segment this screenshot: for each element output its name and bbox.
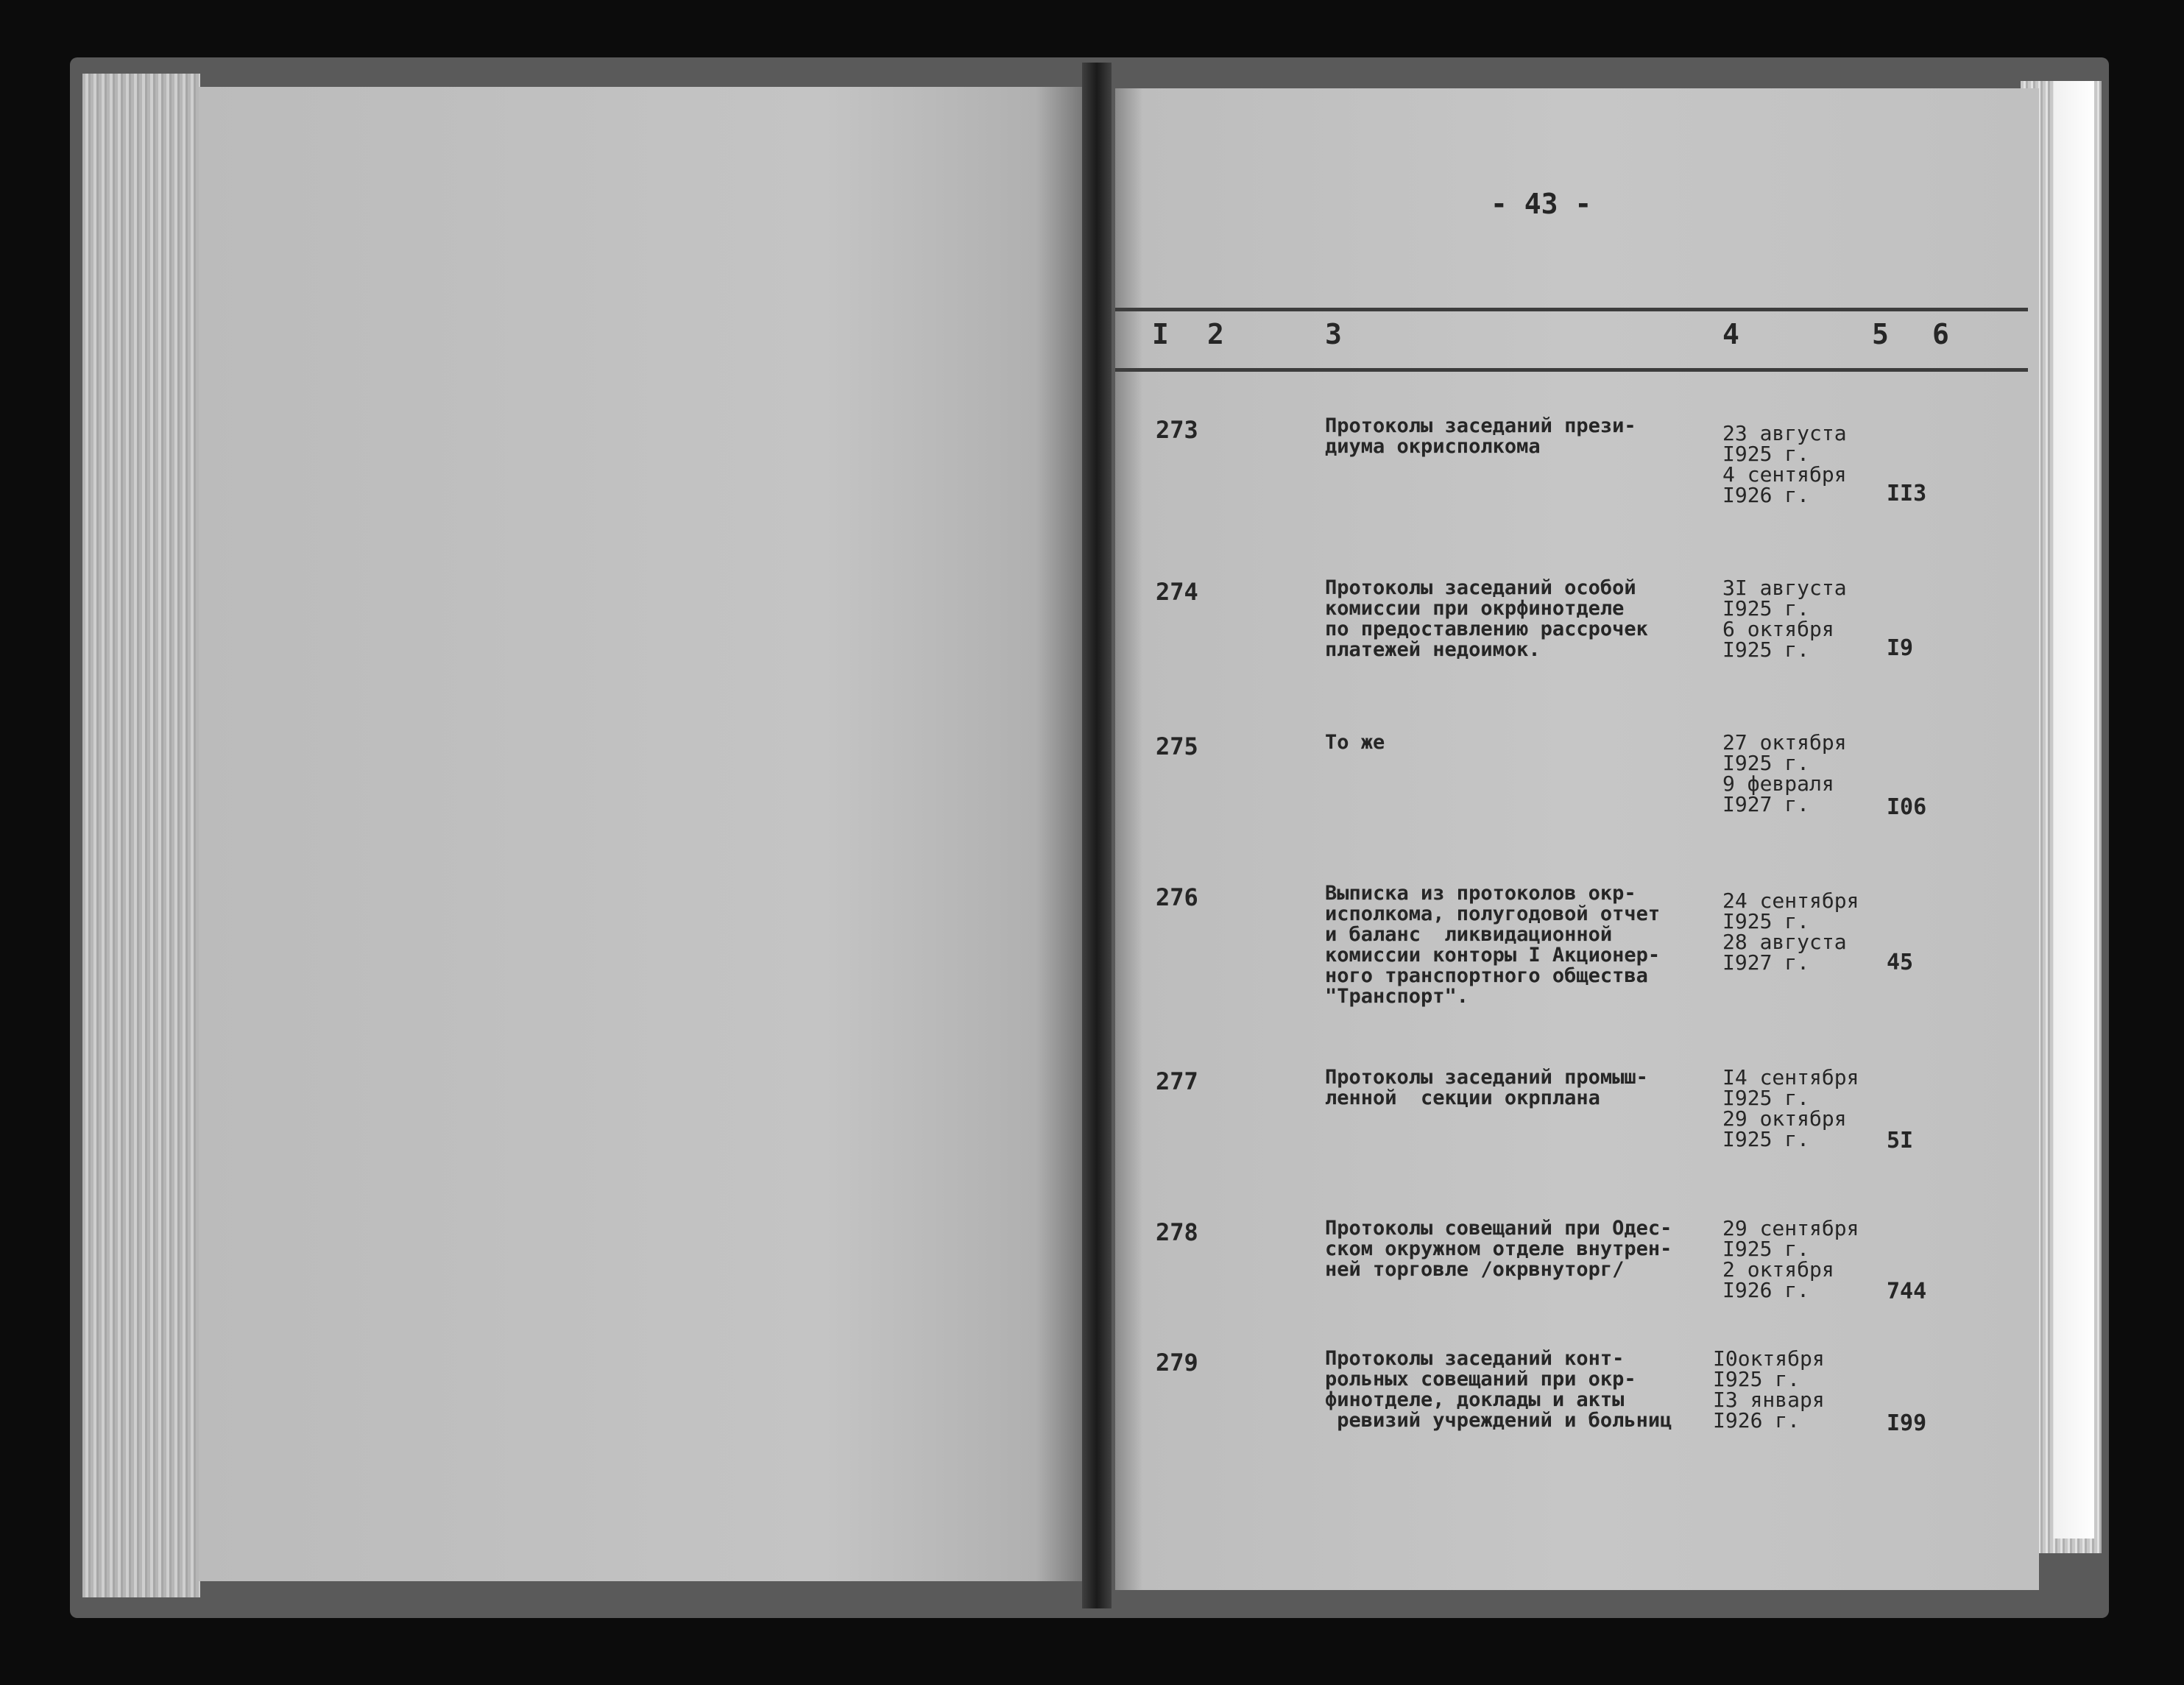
entry-sheet-count: 744 [1887, 1279, 1927, 1304]
entry-dates: 3I августа I925 г. 6 октября I925 г. [1722, 576, 1847, 662]
entry-dates: 23 августа I925 г. 4 сентября I926 г. [1722, 421, 1847, 507]
entry-title: То же [1325, 731, 1385, 754]
entry-dates: I4 сентября I925 г. 29 октября I925 г. [1722, 1065, 1859, 1151]
entry-number: 275 [1156, 732, 1198, 760]
entry-sheet-count: 45 [1887, 950, 1914, 975]
entry-dates: 24 сентября I925 г. 28 августа I927 г. [1722, 889, 1859, 975]
table-row [1115, 732, 2028, 880]
left-page-edges [82, 74, 200, 1597]
table-row [1115, 416, 2028, 563]
entry-sheet-count: I06 [1887, 794, 1927, 820]
entry-title: Протоколы заседаний промыш- ленной секции окрплана [1325, 1066, 1648, 1109]
table-row [1115, 1067, 2028, 1215]
book-gutter [1082, 63, 1112, 1608]
column-header-5: 5 [1872, 318, 1889, 350]
table-row [1115, 578, 2028, 725]
entry-number: 273 [1156, 416, 1198, 444]
entry-title: Протоколы совещаний при Одес- ском окружном отделе внутрен- ней торговле /окрвнуторг/ [1325, 1217, 1672, 1281]
table-row [1115, 883, 2028, 1031]
entry-dates: 27 октября I925 г. 9 февраля I927 г. [1722, 730, 1847, 816]
entry-title: Выписка из протоколов окр- исполкома, полугодовой отчет и баланс ликвидационной комиссии конторы I Акционер- ного транспортного общества "Транспорт". [1325, 882, 1661, 1008]
entry-sheet-count: 5I [1887, 1128, 1914, 1154]
table-header-top-rule [1115, 308, 2028, 311]
entry-number: 277 [1156, 1067, 1198, 1095]
table-row [1115, 1346, 2028, 1496]
entry-title: Протоколы заседаний прези- диума окрисполкома [1325, 414, 1636, 458]
left-page-blank [199, 87, 1089, 1581]
column-header-3: 3 [1325, 318, 1342, 350]
entry-title: Протоколы заседаний конт- рольных совещаний при окр- финотделе, доклады и акты ревизий учреждений и больниц [1325, 1347, 1672, 1432]
entry-title: Протоколы заседаний особой комиссии при окрфинотделе по предоставлению рассрочек платежей недоимок. [1325, 576, 1648, 661]
entry-sheet-count: I9 [1887, 635, 1914, 661]
column-header-6: 6 [1932, 318, 1949, 350]
column-header-2: 2 [1207, 318, 1224, 350]
entry-number: 276 [1156, 883, 1198, 911]
right-page-edges-white [2054, 81, 2094, 1539]
table-row [1115, 1218, 2028, 1366]
entry-number: 279 [1156, 1349, 1198, 1377]
entry-dates: I0октября I925 г. I3 января I926 г. [1713, 1346, 1825, 1433]
entry-dates: 29 сентября I925 г. 2 октября I926 г. [1722, 1216, 1859, 1302]
entry-sheet-count: I99 [1887, 1410, 1927, 1436]
page-number: - 43 - [1491, 188, 1592, 220]
right-page [1115, 88, 2039, 1590]
entry-number: 274 [1156, 578, 1198, 606]
column-header-1: I [1152, 318, 1169, 350]
table-header-bottom-rule [1115, 368, 2028, 372]
entry-sheet-count: II3 [1887, 481, 1927, 506]
column-header-4: 4 [1722, 318, 1739, 350]
entry-number: 278 [1156, 1218, 1198, 1246]
